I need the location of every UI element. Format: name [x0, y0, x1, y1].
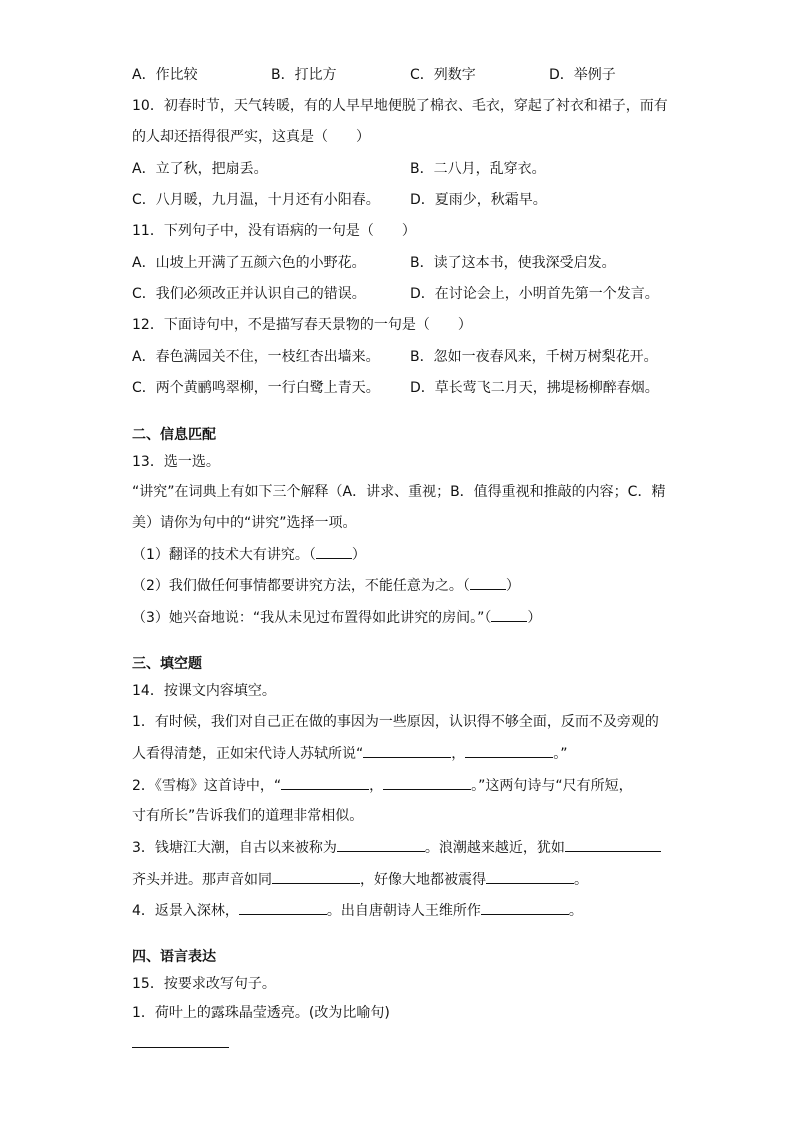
answer-blank[interactable]	[470, 575, 506, 590]
answer-blank[interactable]	[272, 869, 360, 884]
q10-options-row1	[132, 159, 546, 179]
answer-blank[interactable]	[465, 743, 553, 758]
q9-option-c: C．列数字	[410, 67, 476, 83]
answer-blank[interactable]	[239, 900, 327, 915]
q11-option-a: A．山坡上开满了五颜六色的小野花。	[132, 255, 366, 271]
answer-blank[interactable]	[316, 544, 352, 559]
answer-blank[interactable]	[337, 837, 425, 852]
q9-option-d: D．举例子	[549, 67, 616, 83]
answer-blank[interactable]	[486, 869, 574, 884]
q13-stem: 13．选一选。	[132, 454, 220, 470]
q14-stem: 14．按课文内容填空。	[132, 683, 276, 699]
answer-line[interactable]	[132, 1047, 229, 1048]
q12-stem: 12．下面诗句中，不是描写春天景物的一句是（ ）	[132, 317, 472, 333]
q13-intro-line1: “讲究”在词典上有如下三个解释（A．讲求、重视；B．值得重视和推敲的内容；C．精	[132, 484, 666, 500]
answer-blank[interactable]	[565, 837, 661, 852]
q12-options-row2	[132, 378, 659, 398]
section-title-language-expression: 四、语言表达	[132, 949, 216, 965]
q13-item-3: （3）她兴奋地说：“我从未见过布置得如此讲究的房间。”（ ）	[132, 607, 541, 627]
q13-item-2: （2）我们做任何事情都要讲究方法，不能任意为之。（ ）	[132, 575, 520, 595]
q11-stem: 11．下列句子中，没有语病的一句是（ ）	[132, 223, 416, 239]
q14-p4: 4．返景入深林， 。出自唐朝诗人王维所作 。	[132, 900, 583, 920]
q10-option-b: B．二八月，乱穿衣。	[410, 161, 546, 177]
q10-option-c: C．八月暖，九月温，十月还有小阳春。	[132, 192, 380, 208]
answer-blank[interactable]	[383, 775, 471, 790]
q11-options-row2	[132, 284, 659, 304]
answer-blank[interactable]	[491, 607, 527, 622]
q12-option-c: C．两个黄鹂鸣翠柳，一行白鹭上青天。	[132, 380, 380, 396]
q12-option-d: D．草长莺飞二月天，拂堤杨柳醉春烟。	[410, 380, 659, 396]
section-title-info-matching: 二、信息匹配	[132, 427, 216, 443]
q12-option-a: A．春色满园关不住，一枝红杏出墙来。	[132, 349, 380, 365]
q13-item-1: （1）翻译的技术大有讲究。（ ）	[132, 544, 366, 564]
q14-p3-line1: 3．钱塘江大潮，自古以来被称为 。浪潮越来越近，犹如	[132, 837, 661, 857]
answer-blank[interactable]	[363, 743, 451, 758]
q14-p1-line1: 1．有时候，我们对自己正在做的事因为一些原因，认识得不够全面，反而不及旁观的	[132, 714, 659, 730]
q14-p1-line2: 人看得清楚，正如宋代诗人苏轼所说“ ， 。”	[132, 743, 568, 763]
q11-option-c: C．我们必须改正并认识自己的错误。	[132, 286, 366, 302]
q12-options-row1	[132, 347, 658, 367]
q14-p2-line1: 2．《雪梅》这首诗中，“ ， 。”这两句诗与“尺有所短，	[132, 775, 633, 795]
q9-options	[132, 65, 688, 85]
q12-option-b: B．忽如一夜春风来，千树万树梨花开。	[410, 349, 658, 365]
q10-stem-line2: 的人却还捂得很严实，这真是（ ）	[132, 129, 370, 145]
q10-option-a: A．立了秋，把扇丢。	[132, 161, 268, 177]
q14-p3-line2: 齐头并进。那声音如同 ，好像大地都被震得 。	[132, 869, 588, 889]
q10-stem-line1: 10．初春时节，天气转暖，有的人早早地便脱了棉衣、毛衣，穿起了衬衣和裙子，而有	[132, 98, 668, 114]
q15-p1: 1．荷叶上的露珠晶莹透亮。(改为比喻句)	[132, 1005, 390, 1021]
q11-option-b: B．读了这本书，使我深受启发。	[410, 255, 616, 271]
q14-p2-line2: 寸有所长”告诉我们的道理非常相似。	[132, 808, 364, 824]
q15-stem: 15．按要求改写句子。	[132, 976, 276, 992]
q9-option-b: B．打比方	[271, 67, 337, 83]
section-title-fill-blank: 三、填空题	[132, 656, 202, 672]
answer-blank[interactable]	[481, 900, 569, 915]
answer-blank[interactable]	[281, 775, 369, 790]
q13-intro-line2: 美）请你为句中的“讲究”选择一项。	[132, 515, 357, 531]
q11-options-row1	[132, 253, 616, 273]
q9-option-a: A．作比较	[132, 67, 198, 83]
q11-option-d: D．在讨论会上，小明首先第一个发言。	[410, 286, 659, 302]
q10-option-d: D．夏雨少，秋霜早。	[410, 192, 547, 208]
q10-options-row2	[132, 190, 547, 210]
